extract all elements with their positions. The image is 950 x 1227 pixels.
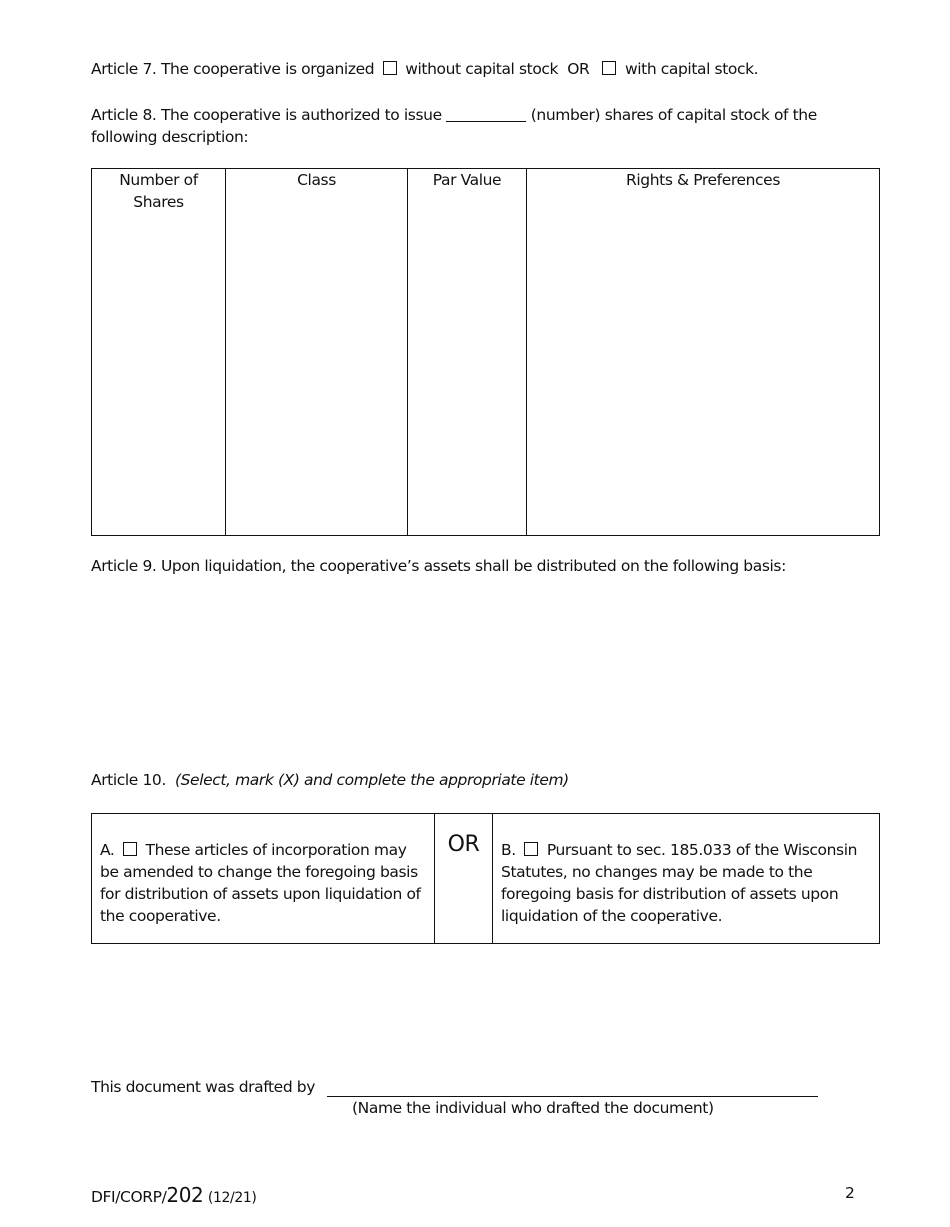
option-b-cell: [493, 814, 880, 944]
option-a-checkbox[interactable]: [123, 842, 137, 856]
drafter-label: This document was drafted by: [91, 1078, 315, 1096]
article-9: Article 9. Upon liquidation, the cooperative’s assets shall be distributed on the following basis:: [91, 557, 786, 575]
article-10-instruction: (Select, mark (X) and complete the appropriate item): [174, 771, 569, 789]
article-7: [91, 60, 758, 78]
article-10-options-table: [91, 813, 880, 944]
with-capital-stock-checkbox[interactable]: [602, 61, 616, 75]
option-a-cell: [92, 814, 435, 944]
form-number: 202: [166, 1183, 204, 1207]
article-8: [91, 104, 851, 148]
article-8-text-after: (number) shares of capital stock of the: [530, 106, 817, 124]
form-revision: (12/21): [207, 1190, 257, 1206]
rights-preferences-column[interactable]: [527, 169, 880, 536]
class-header: Class: [297, 171, 336, 189]
article-7-or: OR: [567, 60, 590, 78]
option-b-text: Pursuant to sec. 185.033 of the Wisconsin Statutes, no changes may be made to the foregoing basis for distribution of assets upon liquidation of the cooperative.: [501, 841, 858, 925]
article-10-heading: [91, 771, 569, 789]
class-column[interactable]: [226, 169, 408, 536]
shares-table: [91, 168, 880, 536]
form-prefix: DFI/CORP/: [91, 1188, 167, 1206]
without-capital-stock-label: without capital stock: [405, 60, 559, 78]
with-capital-stock-label: with capital stock.: [624, 60, 759, 78]
article-10-label: Article 10.: [91, 771, 166, 789]
option-a-letter: A.: [100, 841, 115, 859]
article-8-line2: following description:: [91, 128, 249, 146]
number-of-shares-header: Number of Shares: [119, 171, 198, 211]
without-capital-stock-checkbox[interactable]: [383, 61, 397, 75]
page-number: 2: [845, 1184, 855, 1202]
form-footer: [91, 1183, 256, 1207]
option-or: OR: [447, 832, 480, 857]
number-of-shares-blank[interactable]: [446, 121, 526, 122]
number-of-shares-column[interactable]: [92, 169, 226, 536]
rights-preferences-header: Rights & Preferences: [626, 171, 780, 189]
par-value-column[interactable]: [408, 169, 527, 536]
option-b-letter: B.: [501, 841, 516, 859]
option-a-text: These articles of incorporation may be amended to change the foregoing basis for distribution of assets upon liquidation of the cooperative.: [100, 841, 421, 925]
liquidation-basis-area[interactable]: [91, 585, 880, 755]
drafter-caption: (Name the individual who drafted the document): [352, 1099, 714, 1117]
option-b-checkbox[interactable]: [524, 842, 538, 856]
drafter-name-line[interactable]: [327, 1096, 818, 1097]
par-value-header: Par Value: [432, 171, 502, 189]
article-7-prefix: Article 7. The cooperative is organized: [91, 60, 375, 78]
article-8-text: Article 8. The cooperative is authorized to issue: [91, 106, 442, 124]
option-or-cell: [435, 814, 493, 944]
